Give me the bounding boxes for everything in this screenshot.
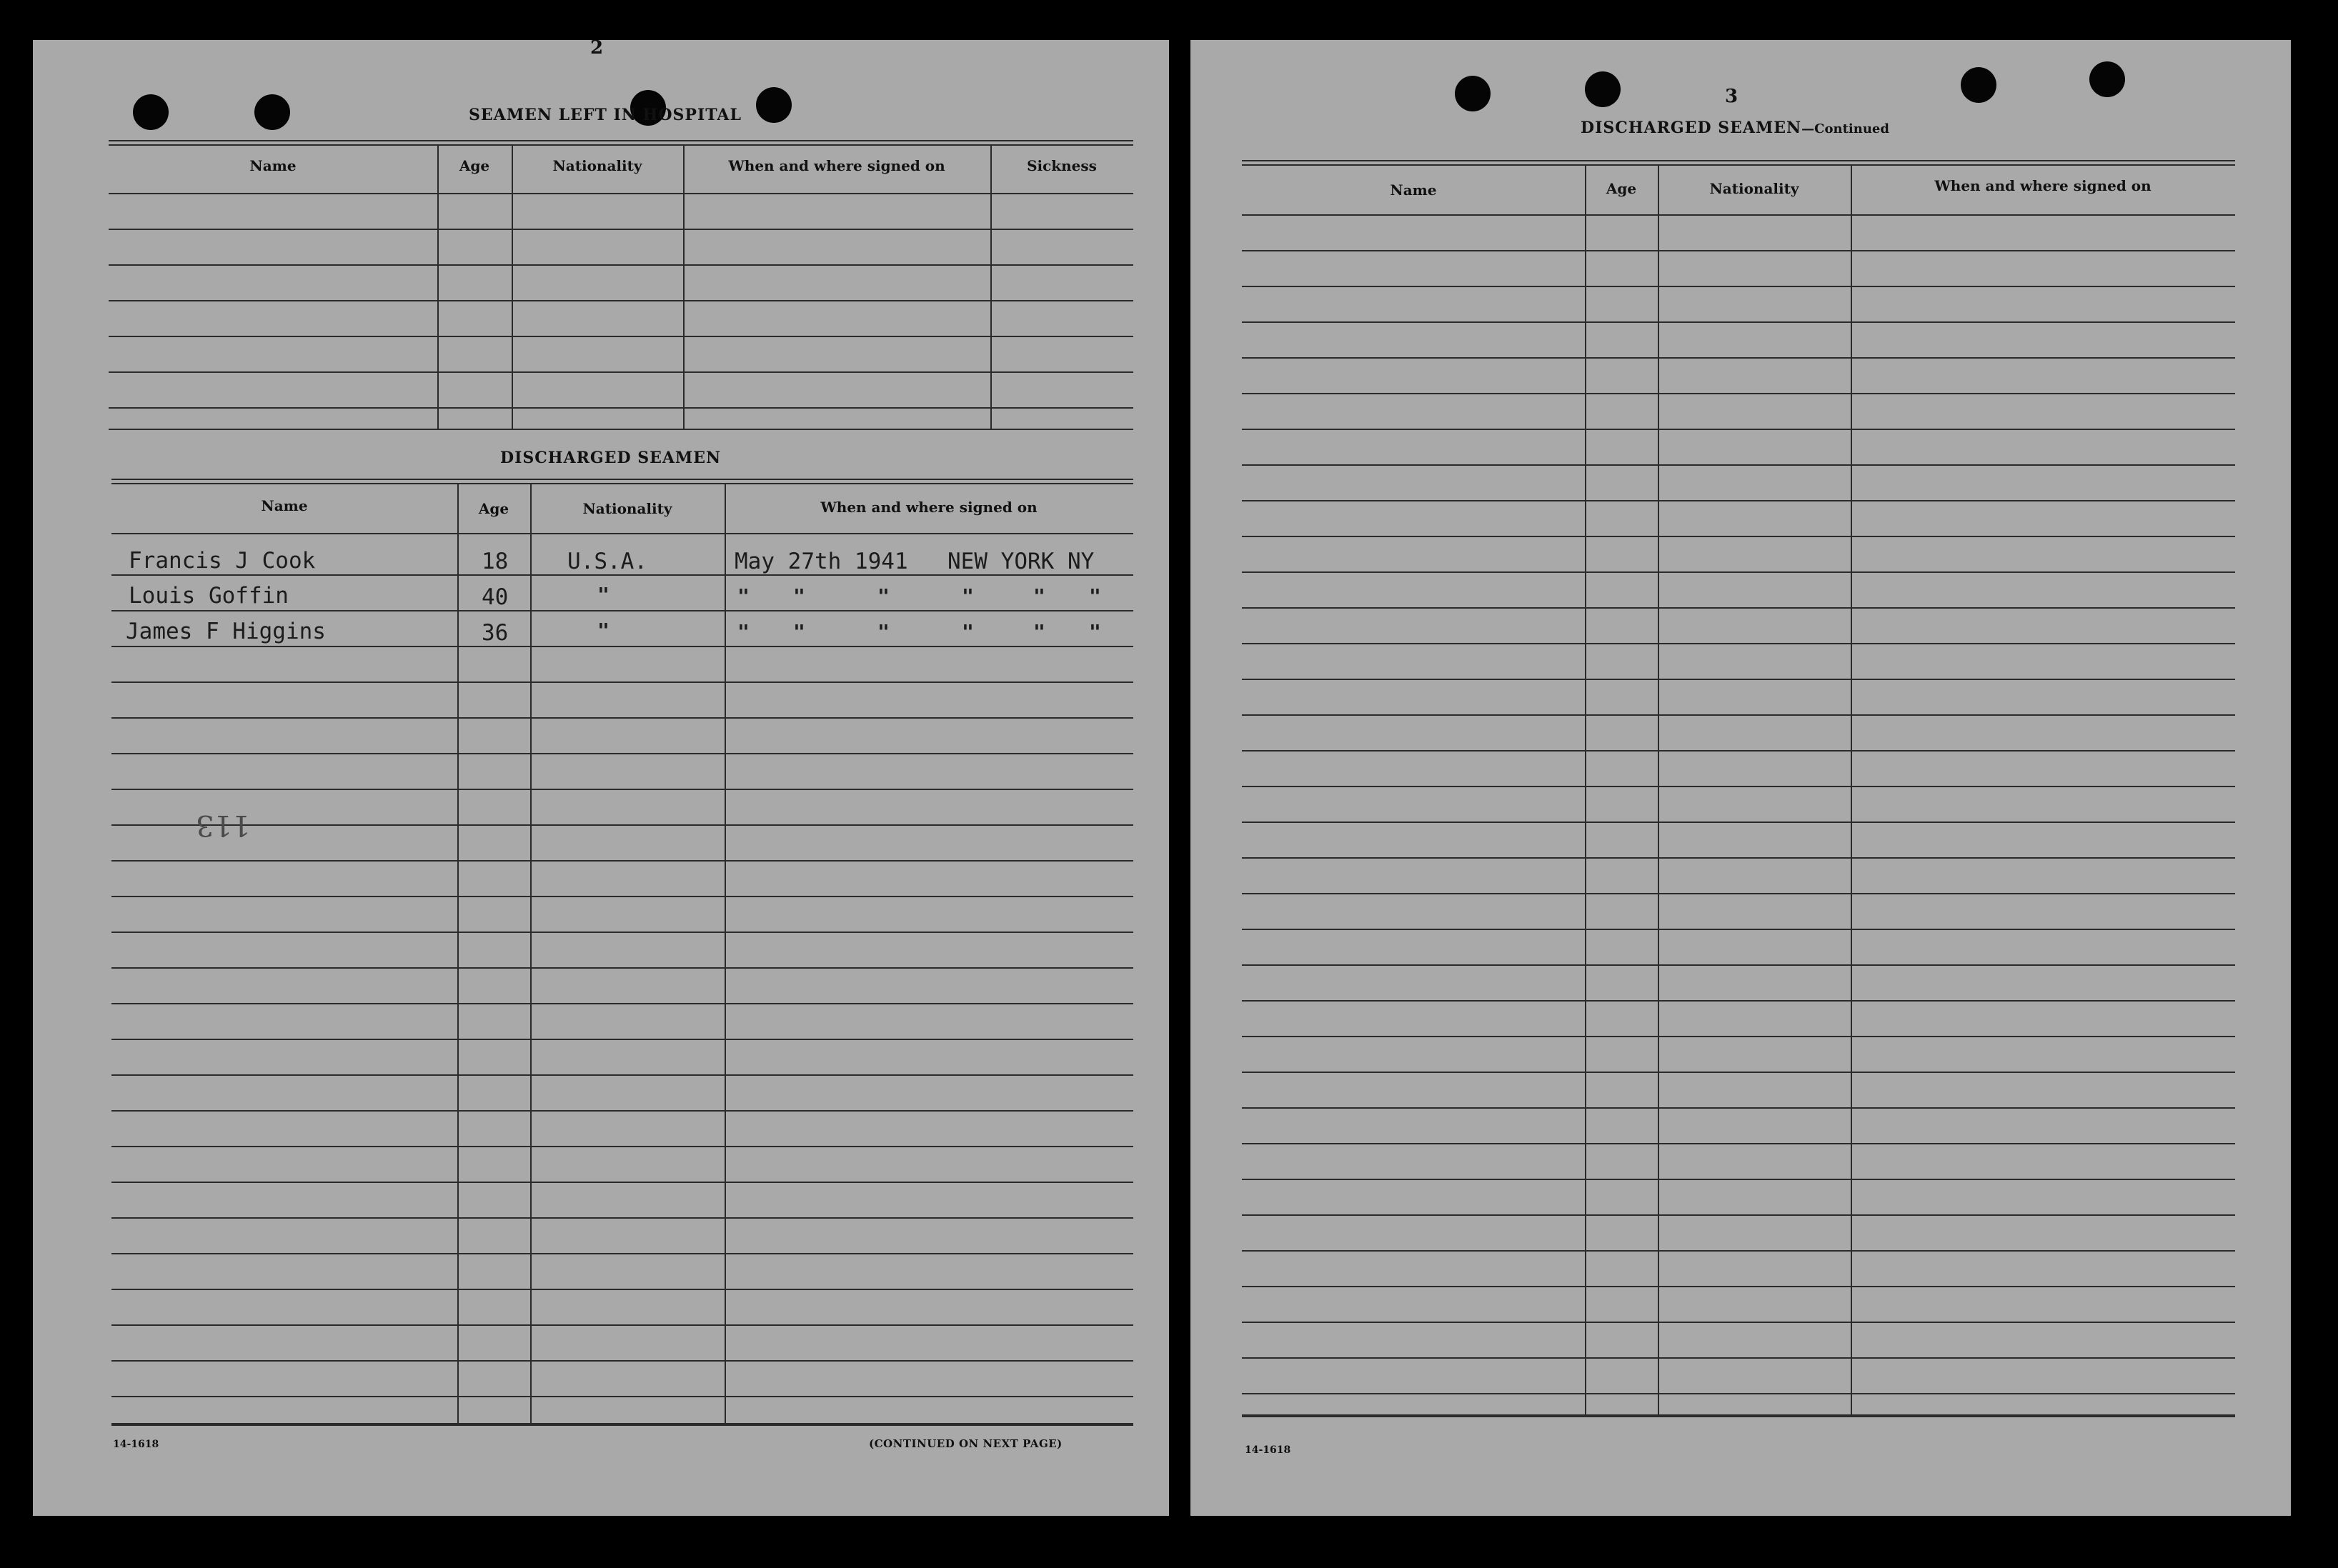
- punch-hole: [1455, 76, 1491, 111]
- ditto-mark: ": [877, 620, 890, 644]
- rule: [1242, 822, 2235, 823]
- rule: [1242, 536, 2235, 537]
- rule: [1242, 393, 2235, 394]
- ditto-mark: ": [962, 620, 974, 644]
- rule: [109, 429, 1133, 430]
- rule: [111, 1396, 1133, 1397]
- rule: [111, 1074, 1133, 1076]
- col-divider: [1585, 164, 1586, 1416]
- hospital-section-title: SEAMEN LEFT IN HOSPITAL: [469, 106, 742, 124]
- rule: [111, 574, 1133, 576]
- col-header-nationality: Nationality: [552, 157, 642, 174]
- col-divider: [683, 144, 685, 429]
- rule: [111, 717, 1133, 719]
- rule: [111, 479, 1133, 480]
- rule: [111, 1253, 1133, 1254]
- ditto-mark: ": [1089, 584, 1101, 608]
- col-header-age: Age: [459, 157, 490, 174]
- rule: [111, 1146, 1133, 1147]
- col-divider: [1658, 164, 1659, 1416]
- rule: [1242, 500, 2235, 501]
- title-suffix: —Continued: [1801, 121, 1889, 136]
- rule: [111, 932, 1133, 933]
- ditto-mark: ": [793, 584, 805, 608]
- ditto-mark: ": [962, 584, 974, 608]
- rule: [109, 264, 1133, 266]
- ditto-mark: ": [737, 620, 750, 644]
- col-header-age: Age: [478, 500, 509, 517]
- punch-hole: [2089, 61, 2125, 97]
- rule: [109, 229, 1133, 230]
- rule: [1242, 571, 2235, 573]
- seaman-age: 36: [482, 620, 509, 646]
- punch-hole: [756, 87, 792, 123]
- rule: [109, 371, 1133, 373]
- signed-on-place: NEW YORK NY: [947, 549, 1095, 574]
- col-divider: [437, 144, 439, 429]
- rule: [1242, 286, 2235, 287]
- col-divider: [530, 483, 532, 1424]
- rule: [111, 789, 1133, 790]
- punch-hole: [254, 94, 290, 130]
- rule: [1242, 214, 2235, 216]
- rule: [1242, 1357, 2235, 1359]
- rule: [109, 407, 1133, 409]
- rule: [111, 483, 1133, 484]
- rule: [1242, 1179, 2235, 1180]
- seaman-name: James F Higgins: [126, 619, 326, 644]
- rule: [1242, 750, 2235, 751]
- rule: [1242, 857, 2235, 859]
- rule: [1242, 1250, 2235, 1252]
- page-number: 2: [590, 37, 604, 59]
- rule: [109, 140, 1133, 141]
- rule: [1242, 964, 2235, 966]
- continued-note: (CONTINUED ON NEXT PAGE): [869, 1437, 1063, 1450]
- ditto-mark: ": [597, 583, 610, 606]
- rule: [1242, 160, 2235, 161]
- col-header-nationality: Nationality: [582, 500, 672, 517]
- rule: [109, 144, 1133, 146]
- rule: [1242, 464, 2235, 466]
- page-number: 3: [1725, 86, 1738, 107]
- left-page: [33, 37, 1169, 1516]
- col-divider: [1851, 164, 1852, 1416]
- form-number: 14-1618: [113, 1439, 159, 1450]
- rule: [1242, 714, 2235, 716]
- seaman-name: Louis Goffin: [129, 583, 289, 609]
- ditto-mark: ": [1033, 620, 1045, 644]
- rule: [1242, 164, 2235, 166]
- col-header-sickness: Sickness: [1027, 157, 1097, 174]
- rule: [1242, 786, 2235, 787]
- ditto-mark: ": [1033, 584, 1045, 608]
- ditto-mark: ": [1089, 620, 1101, 644]
- col-divider: [457, 483, 459, 1424]
- col-divider: [725, 483, 726, 1424]
- rule: [1242, 1072, 2235, 1073]
- rule: [111, 1360, 1133, 1362]
- punch-hole: [1961, 67, 1996, 103]
- rule: [1242, 1214, 2235, 1216]
- seaman-name: Francis J Cook: [129, 548, 316, 574]
- rule: [111, 1324, 1133, 1326]
- ditto-mark: ": [793, 620, 805, 644]
- rule: [109, 193, 1133, 194]
- form-number: 14-1618: [1245, 1444, 1291, 1456]
- rule: [1242, 1393, 2235, 1394]
- rule: [109, 336, 1133, 337]
- rule: [1242, 679, 2235, 680]
- rule: [111, 646, 1133, 647]
- rule: [1242, 1036, 2235, 1037]
- col-header-signed-on: When and where signed on: [728, 157, 945, 174]
- rule: [1242, 1286, 2235, 1287]
- rule: [1242, 1322, 2235, 1323]
- rule: [111, 610, 1133, 611]
- rule: [1242, 893, 2235, 894]
- rule: [1242, 643, 2235, 644]
- discharged-section-title: DISCHARGED SEAMEN: [500, 449, 722, 467]
- rule: [111, 860, 1133, 862]
- rule: [111, 896, 1133, 897]
- rule: [109, 300, 1133, 301]
- rule: [111, 753, 1133, 754]
- col-header-name: Name: [261, 497, 308, 514]
- rule: [1242, 1143, 2235, 1144]
- col-divider: [512, 144, 513, 429]
- rule: [1242, 1000, 2235, 1002]
- punch-hole: [1585, 71, 1621, 107]
- signed-on-date: May 27th 1941: [735, 549, 908, 574]
- rule: [1242, 1414, 2235, 1417]
- rule: [111, 681, 1133, 683]
- rule: [111, 1217, 1133, 1219]
- rule: [111, 533, 1133, 534]
- rule: [111, 1110, 1133, 1112]
- col-header-nationality: Nationality: [1709, 180, 1799, 197]
- rule: [1242, 607, 2235, 609]
- rule: [1242, 929, 2235, 930]
- rule: [1242, 357, 2235, 359]
- discharged-continued-title: [1581, 119, 1889, 137]
- col-header-name: Name: [1390, 181, 1437, 199]
- rule: [111, 1289, 1133, 1290]
- margin-note: 113: [196, 809, 251, 842]
- col-header-name: Name: [249, 157, 297, 174]
- rule: [111, 967, 1133, 969]
- right-page: [1190, 40, 2291, 1516]
- ditto-mark: ": [597, 619, 610, 642]
- rule: [111, 1182, 1133, 1183]
- col-header-age: Age: [1606, 180, 1637, 197]
- col-divider: [990, 144, 992, 429]
- ditto-mark: ": [737, 584, 750, 608]
- seaman-age: 40: [482, 584, 509, 610]
- col-header-signed-on: When and where signed on: [820, 499, 1038, 516]
- title-main: DISCHARGED SEAMEN: [1581, 119, 1802, 137]
- rule: [1242, 1107, 2235, 1109]
- rule: [111, 1039, 1133, 1040]
- rule: [1242, 429, 2235, 430]
- ditto-mark: ": [877, 584, 890, 608]
- rule: [111, 824, 1133, 826]
- col-header-signed-on: When and where signed on: [1934, 177, 2152, 194]
- rule: [1242, 250, 2235, 251]
- seaman-nationality: U.S.A.: [567, 549, 647, 574]
- seaman-age: 18: [482, 549, 509, 574]
- rule: [111, 1423, 1133, 1426]
- rule: [111, 1003, 1133, 1004]
- rule: [1242, 321, 2235, 323]
- punch-hole: [133, 94, 169, 130]
